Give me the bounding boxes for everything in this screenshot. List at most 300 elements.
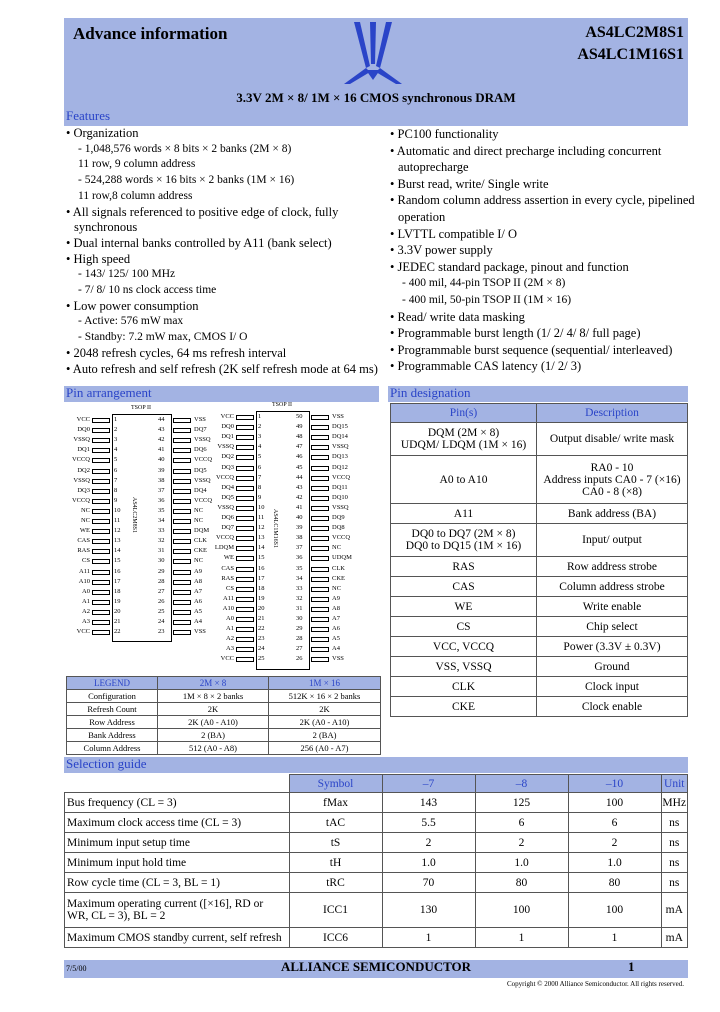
pkg2-right-pin-name: A5	[332, 635, 340, 643]
selection-guide-row	[65, 793, 688, 813]
pkg1-right-pin-name: DQ6	[194, 446, 207, 454]
symbol-cell: tH	[289, 853, 382, 873]
pkg2-left-pin-stub	[236, 415, 254, 420]
pkg2-right-pin-name: DQ15	[332, 423, 348, 431]
symbol-cell: fMax	[289, 793, 382, 813]
pin-description-cell: Power (3.3V ± 0.3V)	[537, 637, 688, 657]
pkg1-left-pin-stub	[92, 499, 110, 504]
pkg2-left-pin-num: 17	[258, 574, 265, 582]
pkg2-left-pin-name: DQ0	[221, 423, 234, 431]
pkg1-right-pin-name: CKE	[194, 547, 207, 555]
pkg2-right-pin-num: 49	[296, 423, 303, 431]
feature-item: operation	[398, 210, 446, 224]
pkg1-left-pin-name: A0	[82, 587, 90, 595]
pkg1-left-pin-name: NC	[80, 517, 90, 524]
pkg2-right-pin-name: DQ11	[332, 483, 348, 491]
pkg2-right-pin-num: 40	[296, 514, 303, 521]
pkg2-right-pin-stub	[311, 435, 329, 440]
pkg1-left-pin-num: 2	[114, 426, 118, 434]
pkg1-left-pin-name: VCCQ	[71, 456, 90, 464]
value-cell: 5.5	[382, 813, 475, 833]
parameter-cell: Minimum input setup time	[65, 833, 290, 853]
selection-guide-header: –8	[475, 775, 568, 793]
pkg2-right-pin-num: 47	[296, 443, 303, 451]
pkg2-right-pin-name: A6	[332, 625, 340, 633]
unit-cell: ns	[661, 873, 688, 893]
pkg2-right-pin-stub	[311, 607, 329, 612]
pkg2-left-pin-stub	[236, 627, 254, 632]
pkg1-right-pin-stub	[173, 570, 191, 575]
pkg2-right-pin-stub	[311, 567, 329, 572]
pkg2-right-pin-stub	[311, 627, 329, 632]
feature-item: • LVTTL compatible I/ O	[390, 226, 518, 241]
pkg1-right-pin-name: VSSQ	[194, 476, 211, 484]
pkg1-left-pin-num: 20	[114, 607, 121, 615]
pin-arrangement-title: Pin arrangement	[66, 385, 152, 400]
pin-designation-row	[391, 577, 688, 597]
pkg2-left-pin-num: 21	[258, 615, 265, 622]
pkg2-left-pin-stub	[236, 567, 254, 572]
pkg2-right-pin-stub	[311, 466, 329, 471]
pkg2-right-pin-stub	[311, 617, 329, 622]
pkg2-right-pin-num: 41	[296, 503, 303, 511]
pkg1-right-pin-name: A5	[194, 607, 202, 615]
pkg2-right-pin-stub	[311, 496, 329, 501]
pkg2-left-pin-num: 5	[258, 453, 262, 461]
pkg2-left-pin-stub	[236, 476, 254, 481]
value-cell: 143	[382, 793, 475, 813]
pkg2-left-pin-name: CAS	[221, 564, 234, 572]
pkg2-left-pin-stub	[236, 577, 254, 582]
package-part-label: AS4LC2M8S1	[131, 497, 137, 534]
legend-header: 1M × 16	[269, 677, 381, 690]
pkg1-right-pin-num: 33	[158, 527, 165, 535]
pkg2-right-pin-name: VCCQ	[332, 473, 351, 481]
pkg1-right-pin-name: NC	[194, 517, 204, 524]
selection-guide-row	[65, 833, 688, 853]
pkg1-left-pin-num: 9	[114, 496, 118, 504]
pkg2-left-pin-num: 4	[258, 443, 262, 451]
pkg1-left-pin-stub	[92, 458, 110, 463]
pkg1-right-pin-num: 44	[158, 416, 165, 423]
pkg2-left-pin-name: DQ6	[221, 514, 234, 521]
pkg1-left-pin-name: WE	[79, 527, 90, 535]
pkg1-left-pin-num: 15	[114, 557, 121, 565]
pin-description-cell: Ground	[537, 657, 688, 677]
pkg2-right-pin-stub	[311, 506, 329, 511]
pkg2-right-pin-num: 35	[296, 564, 303, 572]
selection-guide-header	[65, 775, 290, 793]
pkg1-right-pin-num: 23	[158, 628, 165, 636]
pin-designation-row	[391, 637, 688, 657]
legend-row	[67, 729, 381, 742]
feature-item: • Dual internal banks controlled by A11 (bank select)	[66, 235, 332, 250]
pkg2-left-pin-num: 13	[258, 534, 265, 542]
pkg2-left-pin-num: 9	[258, 493, 262, 501]
legend-cell: 1M × 8 × 2 banks	[158, 690, 269, 703]
pkg2-left-pin-num: 1	[258, 413, 262, 420]
value-cell: 100	[568, 893, 661, 928]
pkg2-right-pin-stub	[311, 526, 329, 531]
value-cell: 130	[382, 893, 475, 928]
pkg2-right-pin-num: 26	[296, 655, 303, 663]
pkg2-right-pin-name: A9	[332, 594, 340, 602]
pkg2-right-pin-stub	[311, 476, 329, 481]
pkg2-right-pin-stub	[311, 516, 329, 521]
pkg2-left-pin-name: DQ3	[221, 463, 234, 471]
pkg1-right-pin-num: 43	[158, 426, 165, 434]
pkg2-right-pin-num: 48	[296, 433, 303, 441]
copyright-notice: Copyright © 2000 Alliance Semiconductor. All rights reserved.	[507, 980, 684, 988]
value-cell: 125	[475, 793, 568, 813]
selection-guide-row	[65, 853, 688, 873]
pkg2-left-pin-num: 22	[258, 625, 265, 633]
pkg1-right-pin-stub	[173, 620, 191, 625]
parameter-cell: Minimum input hold time	[65, 853, 290, 873]
pkg1-right-pin-name: VSSQ	[194, 436, 211, 444]
pin-designation-row	[391, 557, 688, 577]
selection-guide-header: Symbol	[289, 775, 382, 793]
value-cell: 6	[568, 813, 661, 833]
pkg2-left-pin-num: 23	[258, 635, 265, 643]
pkg1-left-pin-name: RAS	[77, 547, 90, 555]
footer-date: 7/5/00	[66, 964, 87, 973]
pkg2-left-pin-num: 18	[258, 584, 265, 592]
pkg1-left-pin-name: A2	[82, 607, 90, 615]
pkg2-left-pin-num: 20	[258, 604, 265, 612]
pkg1-right-pin-stub	[173, 519, 191, 524]
pkg1-right-pin-num: 36	[158, 496, 165, 504]
pkg1-right-pin-stub	[173, 479, 191, 484]
value-cell: 1	[382, 928, 475, 948]
pkg2-left-pin-num: 14	[258, 544, 265, 552]
legend-cell: Row Address	[67, 716, 158, 729]
feature-item: 11 row, 9 column address	[78, 158, 196, 171]
feature-item: • Read/ write data masking	[390, 309, 525, 324]
unit-cell: ns	[661, 833, 688, 853]
feature-item: autoprecharge	[398, 160, 469, 175]
pkg2-left-pin-stub	[236, 536, 254, 541]
feature-item: • Low power consumption	[66, 298, 199, 313]
pkg1-left-pin-num: 14	[114, 547, 121, 555]
pkg2-left-pin-stub	[236, 445, 254, 450]
pkg2-right-pin-stub	[311, 587, 329, 592]
pkg1-left-pin-stub	[92, 539, 110, 544]
pkg2-left-pin-num: 6	[258, 463, 262, 471]
legend-header: LEGEND	[67, 677, 158, 690]
pkg1-right-pin-num: 30	[158, 557, 165, 565]
pkg1-right-pin-num: 38	[158, 476, 165, 484]
pkg2-left-pin-name: VCCQ	[215, 534, 234, 542]
pkg2-left-pin-name: A11	[223, 594, 234, 602]
pkg1-left-pin-num: 4	[114, 446, 118, 454]
pkg2-right-pin-num: 46	[296, 453, 303, 461]
pkg2-right-pin-num: 36	[296, 554, 303, 562]
value-cell: 100	[475, 893, 568, 928]
pkg2-left-pin-stub	[236, 466, 254, 471]
pkg1-left-pin-stub	[92, 469, 110, 474]
pkg1-right-pin-stub	[173, 509, 191, 514]
pkg2-right-pin-name: CKE	[332, 574, 345, 582]
pkg2-left-pin-stub	[236, 657, 254, 662]
pin-designation-row	[391, 697, 688, 717]
pkg1-right-pin-name: DQ5	[194, 466, 207, 474]
pin-designation-row	[391, 504, 688, 524]
pkg2-left-pin-name: A0	[226, 615, 234, 622]
pkg2-right-pin-num: 33	[296, 584, 303, 592]
pkg2-right-pin-num: 32	[296, 594, 303, 602]
feature-item: - 524,288 words × 16 bits × 2 banks (1M × 16)	[78, 174, 295, 187]
pkg1-right-pin-name: A7	[194, 587, 202, 595]
parameter-cell: Maximum CMOS standby current, self refresh	[65, 928, 290, 948]
pkg2-right-pin-name: DQ13	[332, 453, 348, 461]
pkg1-left-pin-name: A1	[82, 597, 90, 605]
pkg2-right-pin-name: DQ9	[332, 514, 345, 521]
unit-cell: ns	[661, 813, 688, 833]
pkg1-right-pin-num: 35	[158, 506, 165, 514]
symbol-cell: ICC6	[289, 928, 382, 948]
pkg1-right-pin-name: A9	[194, 567, 202, 575]
pkg2-right-pin-num: 27	[296, 645, 303, 653]
legend-table	[66, 676, 381, 755]
pkg1-left-pin-num: 17	[114, 577, 121, 585]
pkg2-right-pin-num: 42	[296, 493, 303, 501]
feature-item: - 400 mil, 50-pin TSOP II (1M × 16)	[402, 294, 572, 306]
pkg2-right-pin-stub	[311, 536, 329, 541]
feature-item: • Programmable burst length (1/ 2/ 4/ 8/ full page)	[390, 326, 641, 341]
pkg2-left-pin-name: DQ5	[221, 493, 234, 501]
document-subtitle: 3.3V 2M × 8/ 1M × 16 CMOS synchronous DRAM	[236, 90, 516, 105]
pkg1-right-pin-name: NC	[194, 506, 204, 514]
feature-item: • 3.3V power supply	[390, 243, 493, 258]
pkg2-left-pin-name: A3	[226, 645, 234, 653]
pkg1-left-pin-num: 13	[114, 537, 121, 545]
pkg2-left-pin-stub	[236, 587, 254, 592]
value-cell: 1.0	[568, 853, 661, 873]
feature-item: • High speed	[66, 251, 131, 266]
value-cell: 100	[568, 793, 661, 813]
feature-item: synchronous	[74, 220, 138, 235]
pkg2-right-pin-num: 38	[296, 534, 303, 542]
pkg1-right-pin-num: 42	[158, 436, 165, 444]
pin-designation-row	[391, 456, 688, 504]
pkg2-left-pin-num: 10	[258, 503, 265, 511]
pkg2-left-pin-num: 15	[258, 554, 265, 562]
pkg2-left-pin-name: A10	[222, 604, 234, 612]
value-cell: 80	[475, 873, 568, 893]
value-cell: 2	[382, 833, 475, 853]
pkg2-right-pin-num: 44	[296, 473, 303, 481]
pkg1-left-pin-name: VSSQ	[73, 436, 90, 444]
pkg1-right-pin-stub	[173, 489, 191, 494]
pkg1-left-pin-num: 3	[114, 436, 118, 444]
pin-designation-row	[391, 657, 688, 677]
pkg1-right-pin-name: VSS	[194, 416, 206, 423]
pkg2-left-pin-stub	[236, 597, 254, 602]
pkg2-left-pin-stub	[236, 486, 254, 491]
pkg2-right-pin-num: 43	[296, 483, 303, 491]
legend-row	[67, 742, 381, 755]
pkg2-right-pin-num: 45	[296, 463, 303, 471]
pkg1-left-pin-name: A3	[82, 618, 90, 625]
pkg2-left-pin-name: DQ7	[221, 524, 234, 532]
pkg1-right-pin-name: DQ7	[194, 426, 207, 434]
pkg1-right-pin-num: 28	[158, 577, 165, 585]
pkg2-right-pin-num: 29	[296, 625, 303, 633]
legend-header: 2M × 8	[158, 677, 269, 690]
pkg2-right-pin-name: VSSQ	[332, 503, 349, 511]
pkg1-left-pin-name: CS	[82, 557, 90, 565]
pkg1-right-pin-stub	[173, 630, 191, 635]
pkg1-left-pin-name: A11	[79, 567, 90, 575]
pkg2-left-pin-num: 25	[258, 655, 265, 663]
pkg2-left-pin-name: RAS	[221, 574, 234, 582]
pkg2-right-pin-stub	[311, 577, 329, 582]
pkg2-left-pin-stub	[236, 607, 254, 612]
pkg1-left-pin-stub	[92, 479, 110, 484]
pkg1-left-pin-stub	[92, 448, 110, 453]
pin-designation-row	[391, 524, 688, 557]
features-band	[64, 110, 688, 126]
pkg1-left-pin-name: A10	[78, 577, 90, 585]
package-label: TSOP II	[131, 405, 151, 411]
pkg1-right-pin-stub	[173, 539, 191, 544]
pkg1-left-pin-stub	[92, 600, 110, 605]
features-title: Features	[66, 108, 111, 123]
pkg2-right-pin-num: 34	[296, 574, 303, 582]
pkg2-right-pin-stub	[311, 556, 329, 561]
legend-cell: 2 (BA)	[158, 729, 269, 742]
pkg2-right-pin-name: VCCQ	[332, 534, 351, 542]
pkg2-right-pin-name: NC	[332, 584, 342, 592]
selection-guide-table	[64, 774, 688, 948]
pkg1-left-pin-name: DQ2	[77, 466, 90, 474]
pkg2-right-pin-name: DQ12	[332, 463, 348, 471]
pkg2-right-pin-stub	[311, 425, 329, 430]
pkg2-left-pin-stub	[236, 455, 254, 460]
pkg2-left-pin-name: WE	[223, 554, 234, 562]
parameter-cell: Row cycle time (CL = 3, BL = 1)	[65, 873, 290, 893]
pin-description-cell: Column address strobe	[537, 577, 688, 597]
pkg2-right-pin-name: VSS	[332, 655, 344, 663]
pin-description-cell: RA0 - 10 Address inputs CA0 - 7 (×16) CA0 - 8 (×8)	[537, 456, 688, 504]
pkg1-left-pin-num: 18	[114, 587, 121, 595]
pkg1-left-pin-num: 5	[114, 456, 118, 464]
legend-cell: 2K (A0 - A10)	[269, 716, 381, 729]
pkg1-right-pin-stub	[173, 438, 191, 443]
pkg2-left-pin-num: 16	[258, 564, 265, 572]
legend-cell: 2 (BA)	[269, 729, 381, 742]
legend-cell: Configuration	[67, 690, 158, 703]
pkg1-left-pin-name: NC	[80, 506, 90, 514]
pkg2-right-pin-stub	[311, 637, 329, 642]
legend-cell: 512K × 16 × 2 banks	[269, 690, 381, 703]
pkg2-left-pin-stub	[236, 617, 254, 622]
pkg1-right-pin-stub	[173, 580, 191, 585]
part-number-1: AS4LC2M8S1	[585, 24, 684, 41]
pkg2-left-pin-name: VCC	[220, 655, 234, 663]
pkg1-left-pin-stub	[92, 570, 110, 575]
feature-item: - 7/ 8/ 10 ns clock access time	[78, 284, 217, 296]
pkg1-left-pin-stub	[92, 519, 110, 524]
pin-name-cell: A0 to A10	[391, 456, 537, 504]
pkg1-right-pin-name: VCCQ	[194, 496, 213, 504]
pkg2-left-pin-stub	[236, 556, 254, 561]
pkg1-right-pin-stub	[173, 559, 191, 564]
legend-cell: 2K	[158, 703, 269, 716]
pkg1-left-pin-stub	[92, 418, 110, 423]
value-cell: 80	[568, 873, 661, 893]
pkg1-right-pin-stub	[173, 448, 191, 453]
pkg1-left-pin-stub	[92, 590, 110, 595]
pkg1-left-pin-num: 8	[114, 486, 118, 494]
pkg2-left-pin-name: LDQM	[214, 544, 234, 552]
alliance-logo-icon	[340, 20, 406, 86]
pkg1-left-pin-name: CAS	[77, 537, 90, 545]
feature-item: • Organization	[66, 126, 139, 140]
pkg2-right-pin-stub	[311, 415, 329, 420]
pkg2-right-pin-stub	[311, 455, 329, 460]
pkg2-right-pin-name: A4	[332, 645, 340, 653]
unit-cell: ns	[661, 853, 688, 873]
pkg2-right-pin-name: CLK	[332, 564, 345, 572]
legend-cell: Bank Address	[67, 729, 158, 742]
pkg1-left-pin-stub	[92, 620, 110, 625]
value-cell: 1.0	[475, 853, 568, 873]
pin-description-cell: Clock enable	[537, 697, 688, 717]
pkg1-left-pin-name: DQ1	[77, 446, 90, 454]
pkg1-left-pin-stub	[92, 610, 110, 615]
feature-item: • Random column address assertion in every cycle, pipelined	[390, 193, 695, 208]
pkg2-right-pin-name: VSSQ	[332, 443, 349, 451]
pin-name-cell: VSS, VSSQ	[391, 657, 537, 677]
pkg1-left-pin-num: 22	[114, 628, 121, 636]
pin-name-cell: WE	[391, 597, 537, 617]
feature-item: - 143/ 125/ 100 MHz	[78, 268, 176, 281]
pkg1-left-pin-stub	[92, 509, 110, 514]
feature-item: • Auto refresh and self refresh (2K self refresh mode at 64 ms)	[66, 361, 378, 376]
pkg2-left-pin-name: DQ2	[221, 453, 234, 461]
pin-name-cell: CKE	[391, 697, 537, 717]
feature-item: • Programmable burst sequence (sequential/ interleaved)	[390, 342, 673, 357]
pkg2-left-pin-name: DQ1	[221, 433, 234, 441]
pin-designation-title: Pin designation	[390, 385, 471, 400]
pin-designation-row	[391, 677, 688, 697]
pkg1-left-pin-num: 12	[114, 527, 121, 535]
value-cell: 2	[475, 833, 568, 853]
pin-designation-header: Pin(s)	[391, 404, 537, 423]
parameter-cell: Maximum clock access time (CL = 3)	[65, 813, 290, 833]
pkg1-left-pin-num: 21	[114, 618, 121, 625]
selection-guide-header: –10	[568, 775, 661, 793]
feature-item: - 400 mil, 44-pin TSOP II (2M × 8)	[402, 277, 566, 290]
package-label: TSOP II	[272, 402, 292, 408]
pkg2-right-pin-stub	[311, 445, 329, 450]
pkg2-left-pin-name: DQ4	[221, 483, 234, 491]
pin-description-cell: Input/ output	[537, 524, 688, 557]
pkg1-left-pin-name: DQ0	[77, 426, 90, 434]
package-part-label: AS4LC1M16S1	[272, 509, 278, 549]
pkg1-right-pin-name: DQ4	[194, 486, 207, 494]
pkg2-left-pin-stub	[236, 435, 254, 440]
pkg2-left-pin-stub	[236, 637, 254, 642]
pkg2-right-pin-name: DQ10	[332, 493, 348, 501]
pkg2-left-pin-num: 12	[258, 524, 265, 532]
pkg2-left-pin-name: VSSQ	[217, 503, 234, 511]
legend-cell: 256 (A0 - A7)	[269, 742, 381, 755]
pkg1-right-pin-name: A8	[194, 577, 202, 585]
pkg2-left-pin-name: VCCQ	[215, 473, 234, 481]
